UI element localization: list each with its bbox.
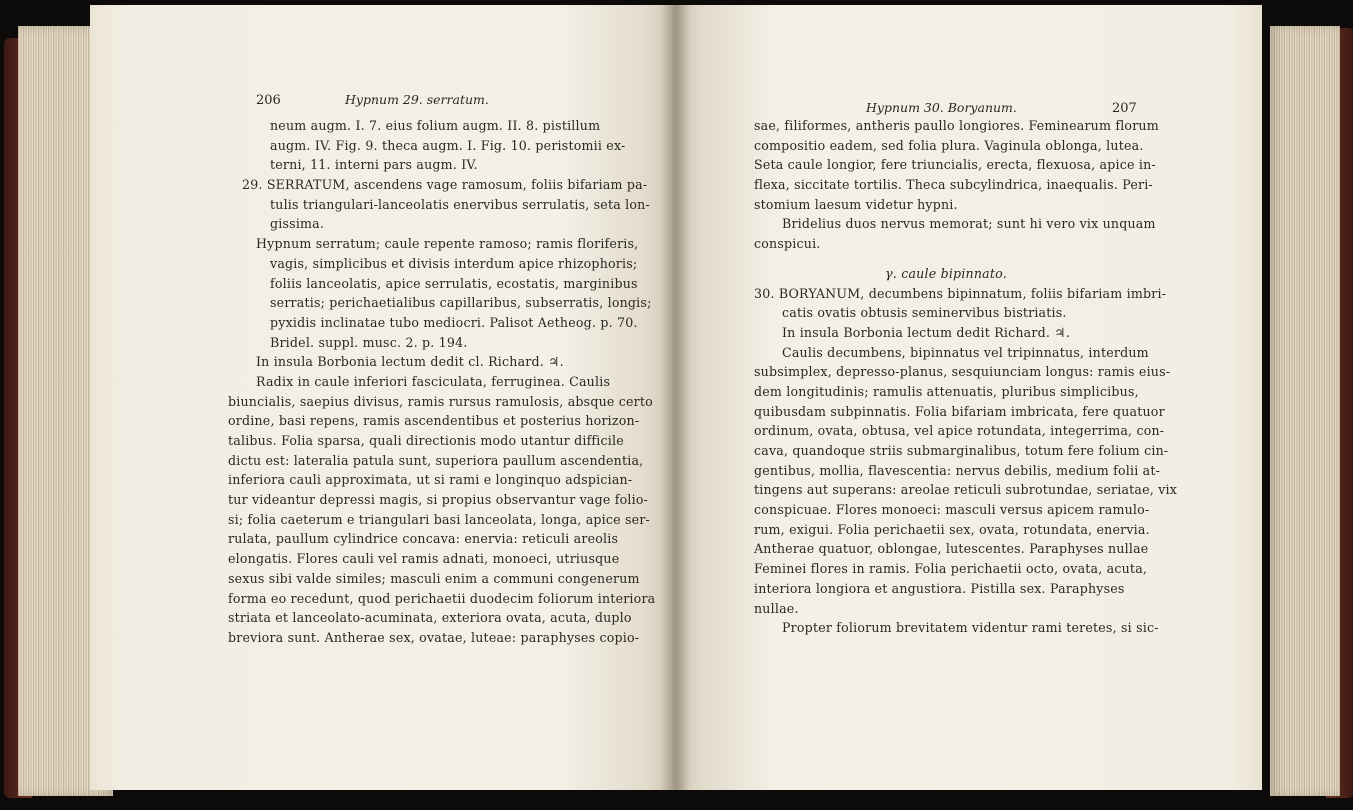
text-line: tingens aut superans: areolae reticuli subrotundae, seriatae, vix <box>754 482 1178 498</box>
text-line: breviora sunt. Antherae sex, ovatae, luteae: paraphyses copio- <box>228 629 640 645</box>
text-line: serratis; perichaetialibus capillaribus, subserratis, longis; <box>270 295 652 311</box>
text-line: tur videantur depressi magis, si propius observantur vage folio- <box>228 492 649 508</box>
text-line: flexa, siccitate tortilis. Theca subcylindrica, inaequalis. Peri- <box>754 177 1153 193</box>
text-line: si; folia caeterum e triangulari basi lanceolata, longa, apice ser- <box>228 511 651 527</box>
text-line: vagis, simplicibus et divisis interdum apice rhizophoris; <box>270 255 638 271</box>
text-line: cava, quandoque striis submarginalibus, totum fere folium cin- <box>754 443 1169 458</box>
text-line: gentibus, mollia, flavescentia: nervus debilis, medium folii at- <box>754 462 1161 478</box>
section-heading: γ. caule bipinnato. <box>885 265 1007 281</box>
text-line: dem longitudinis; ramulis attenuatis, pluribus simplicibus, <box>754 383 1139 399</box>
text-line: rulata, paullum cylindrice concava: enervia: reticuli areolis <box>228 531 619 547</box>
book-gutter <box>660 5 690 790</box>
text-line: Bridelius duos nervus memorat; sunt hi vero vix unquam <box>782 216 1156 232</box>
text-line: Feminei flores in ramis. Folia perichaetii octo, ovata, acuta, <box>754 561 1148 577</box>
text-line: gissima. <box>270 216 325 232</box>
left-running-head: Hypnum 29. serratum. <box>345 92 489 107</box>
text-line: striata et lanceolato-acuminata, exteriora ovata, acuta, duplo <box>228 610 632 626</box>
text-line: augm. IV. Fig. 9. theca augm. I. Fig. 10. peristomii ex- <box>270 137 626 153</box>
text-line: terni, 11. interni pars augm. IV. <box>270 157 478 173</box>
left-page-number: 206 <box>256 93 281 108</box>
text-line: Seta caule longior, fere triuncialis, erecta, flexuosa, apice in- <box>754 157 1156 173</box>
text-line: ordinum, ovata, obtusa, vel apice rotundata, integerrima, con- <box>754 423 1165 439</box>
text-line: elongatis. Flores cauli vel ramis adnati, monoeci, utriusque <box>228 551 620 567</box>
text-line: quibusdam subpinnatis. Folia bifariam imbricata, fere quatuor <box>754 403 1165 419</box>
text-line: talibus. Folia sparsa, quali directionis modo utantur difficile <box>228 433 624 448</box>
text-line: inferiora cauli approximata, ut si rami e longinquo adspician- <box>228 472 633 488</box>
text-line: sae, filiformes, antheris paullo longiores. Feminearum florum <box>754 118 1159 133</box>
text-line: conspicui. <box>754 236 821 252</box>
text-line: interiora longiora et angustiora. Pistilla sex. Paraphyses <box>754 580 1125 596</box>
text-line: conspicuae. Flores monoeci: masculi versus apicem ramulo- <box>754 502 1150 518</box>
text-line: Hypnum serratum; caule repente ramoso; ramis floriferis, <box>256 236 639 252</box>
text-line: Bridel. suppl. musc. 2. p. 194. <box>270 334 468 350</box>
text-line: 30. BORYANUM, decumbens bipinnatum, foliis bifariam imbri- <box>754 285 1167 301</box>
text-line: Antherae quatuor, oblongae, lutescentes. Paraphyses nullae <box>754 541 1149 557</box>
text-line: rum, exigui. Folia perichaetii sex, ovata, rotundata, enervia. <box>754 521 1150 537</box>
text-line: In insula Borbonia lectum dedit cl. Richard. ♃. <box>256 354 564 370</box>
text-line: Propter foliorum brevitatem videntur rami teretes, si sic- <box>782 620 1159 636</box>
left-page-body <box>228 116 656 648</box>
text-line: sexus sibi valde similes; masculi enim a communi congenerum <box>228 570 640 586</box>
text-line: neum augm. I. 7. eius folium augm. II. 8. pistillum <box>270 118 601 133</box>
text-line: biuncialis, saepius divisus, ramis rursus ramulosis, absque certo <box>228 393 653 409</box>
text-line: Caulis decumbens, bipinnatus vel tripinnatus, interdum <box>782 344 1149 360</box>
text-line: catis ovatis obtusis seminervibus bistriatis. <box>782 305 1067 321</box>
text-line: 29. SERRATUM, ascendens vage ramosum, foliis bifariam pa- <box>242 177 648 193</box>
text-line: In insula Borbonia lectum dedit Richard. ♃. <box>782 324 1070 340</box>
text-line: stomium laesum videtur hypni. <box>754 196 958 212</box>
text-line: foliis lanceolatis, apice serrulatis, ecostatis, marginibus <box>270 275 638 291</box>
text-line: tulis triangulari-lanceolatis enervibus serrulatis, seta lon- <box>270 196 650 212</box>
text-line: dictu est: lateralia patula sunt, superiora paullum ascendentia, <box>228 452 644 468</box>
text-line: Radix in caule inferiori fasciculata, ferruginea. Caulis <box>256 373 611 389</box>
text-line: ordine, basi repens, ramis ascendentibus et posterius horizon- <box>228 413 640 429</box>
text-line: forma eo recedunt, quod perichaetii duodecim foliorum interiora <box>228 590 656 606</box>
text-line: subsimplex, depresso-planus, sesquiunciam longus: ramis eius- <box>754 364 1171 380</box>
text-line: compositio eadem, sed folia plura. Vaginula oblonga, lutea. <box>754 137 1144 153</box>
text-line: nullae. <box>754 600 799 616</box>
right-page-number: 207 <box>1112 101 1137 116</box>
right-running-head: Hypnum 30. Boryanum. <box>866 100 1017 115</box>
right-page-body <box>754 116 1178 638</box>
text-line: pyxidis inclinatae tubo mediocri. Palisot Aetheog. p. 70. <box>270 314 638 330</box>
page-edges-right <box>1270 26 1340 796</box>
